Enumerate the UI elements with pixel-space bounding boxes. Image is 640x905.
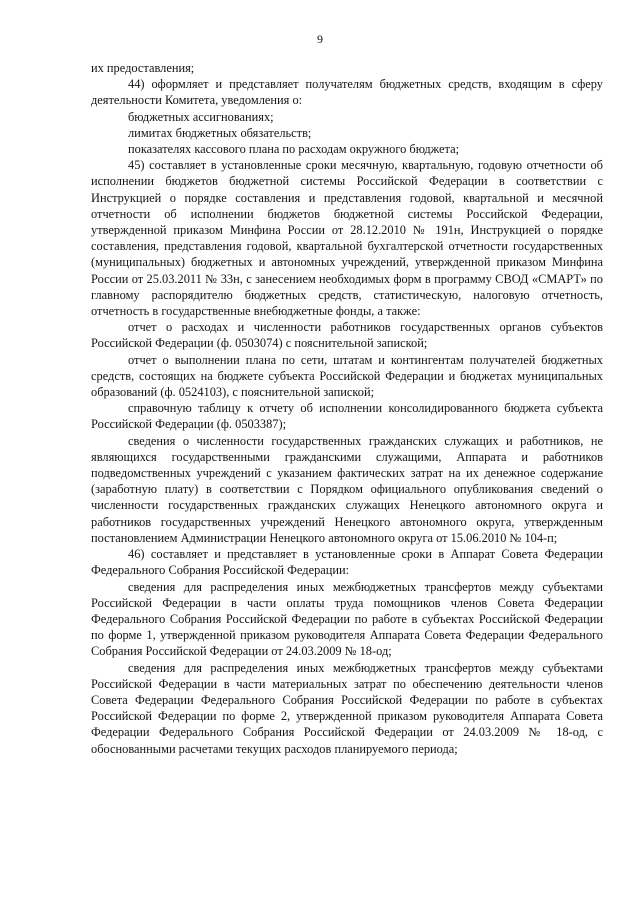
paragraph: бюджетных ассигнованиях;: [128, 109, 274, 124]
document-body: [91, 60, 603, 757]
paragraph: 45) составляет в установленные сроки месячную, квартальную, годовую отчетности об исполнении бюджетов бюджетной системы Российской Федерации в соответствии с Инструкцией о порядке составления и представления годовой, квартальной и месячной отчетности об исполнении бюджетов бюджетной системы Российской Федерации, утвержденной приказом Минфина России от 28.12.2010 № 191н, Инструкцией о порядке составления, представления годовой, квартальной бухгалтерской отчетности государственных (муниципальных) бюджетных и автономных учреждений, утвержденной приказом Минфина России от 25.03.2011 № 33н, с занесением необходимых форм в программу СВОД «СМАРТ» по главному распорядителю бюджетных средств, статистическую, налоговую отчетность, отчетность в государственные внебюджетные фонды, а также:: [91, 158, 603, 319]
page-number: 9: [317, 32, 323, 46]
paragraph: 44) оформляет и представляет получателям бюджетных средств, входящим в сферу деятельности Комитета, уведомления о:: [91, 77, 603, 108]
paragraph: 46) составляет и представляет в установленные сроки в Аппарат Совета Федерации Федерального Собрания Российской Федерации:: [91, 547, 603, 578]
paragraph: сведения для распределения иных межбюджетных трансфертов между субъектами Российской Федерации в части материальных затрат по обеспечению деятельности членов Совета Федерации Федерального Собрания Российской Федерации по работе в субъектах Российской Федерации по форме 2, утвержденной приказом руководителя Аппарата Совета Федерации Федерального Собрания Российской Федерации от 24.03.2009 № 18-од, с обоснованными расчетами текущих расходов планируемого периода;: [91, 660, 603, 756]
paragraph: показателях кассового плана по расходам окружного бюджета;: [128, 142, 460, 157]
paragraph: отчет о выполнении плана по сети, штатам и контингентам получателей бюджетных средств, состоящих на бюджете субъекта Российской Федерации и бюджетах муниципальных образований (ф. 0524103), с пояснительной запиской;: [91, 352, 603, 400]
paragraph: справочную таблицу к отчету об исполнении консолидированного бюджета субъекта Российской Федерации (ф. 0503387);: [91, 401, 603, 432]
paragraph: сведения для распределения иных межбюджетных трансфертов между субъектами Российской Федерации в части оплаты труда помощников членов Совета Федерации Федерального Собрания Российской Федерации по работе в субъектах Российской Федерации по форме 1, утвержденной приказом руководителя Аппарата Совета Федерации Федерального Собрания Российской Федерации от 24.03.2009 № 18-од;: [91, 579, 603, 659]
paragraph: сведения о численности государственных гражданских служащих и работников, не являющихся государственными гражданскими служащими, Аппарата и работников подведомственных учреждений с указанием фактических затрат на их денежное содержание (заработную плату) в соответствии с Порядком официального опубликования сведений о численности государственных гражданских служащих Ненецкого автономного округа и работников государственных учреждений Ненецкого автономного округа, утвержденным постановлением Администрации Ненецкого автономного округа от 15.06.2010 № 104-п;: [91, 433, 603, 545]
paragraph: их предоставления;: [91, 61, 195, 75]
paragraph: отчет о расходах и численности работников государственных органов субъектов Российской Федерации (ф. 0503074) с пояснительной запиской;: [91, 320, 603, 351]
paragraph: лимитах бюджетных обязательств;: [128, 125, 312, 140]
